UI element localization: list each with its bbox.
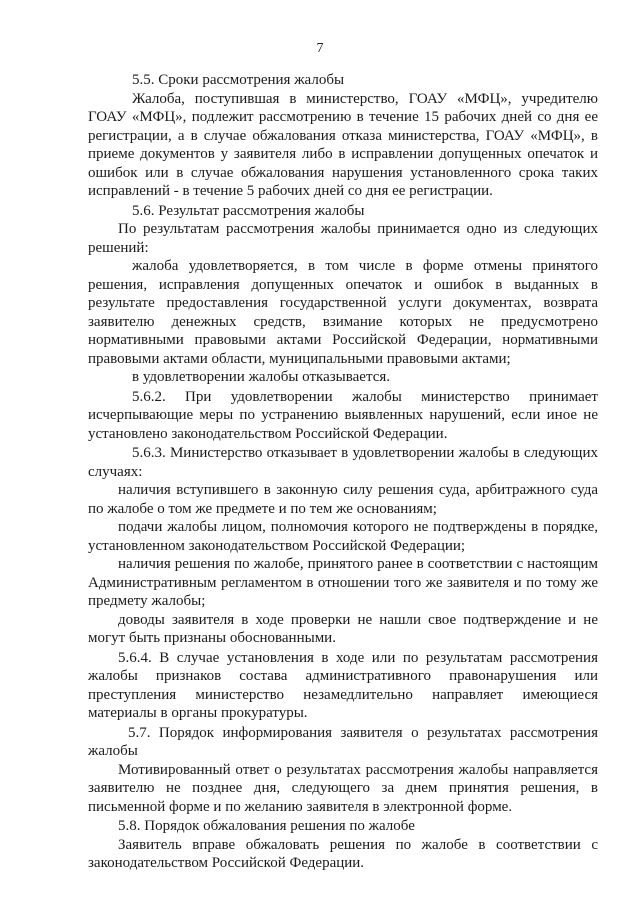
list-item: в удовлетворении жалобы отказывается. [132, 369, 390, 385]
list-item: доводы заявителя в ходе проверки не нашли свое подтверждение и не могут быть признаны обоснованными. [88, 611, 598, 646]
paragraph: Мотивированный ответ о результатах рассмотрения жалобы направляется заявителю не позднее дня, следующего за днем принятия решения, в письменной форме и по желанию заявителя в электронной форме. [88, 761, 598, 815]
paragraph: Жалоба, поступившая в министерство, ГОАУ «МФЦ», учредителю ГОАУ «МФЦ», подлежит рассмотрению в течение 15 рабочих дней со дня ее регистрации, а в случае обжалования отказа министерства, ГОАУ «МФЦ», в приеме документов у заявителя либо в исправлении допущенных опечаток и ошибок или в случае обжалования нарушения установленного срока таких исправлений - в течение 5 рабочих дней со дня ее регистрации. [88, 90, 598, 199]
list-item: жалоба удовлетворяется, в том числе в форме отмены принятого решения, исправления допущенных опечаток и ошибок в выданных в результате предоставления государственной услуги документах, возврата заявителю денежных средств, взимание которых не предусмотрено нормативными правовыми актами Российской Федерации, нормативными правовыми актами области, муниципальными правовыми актами; [88, 258, 598, 367]
document-body [88, 70, 598, 873]
paragraph: По результатам рассмотрения жалобы принимается одно из следующих решений: [88, 221, 598, 256]
list-item: подачи жалобы лицом, полномочия которого не подтверждены в порядке, установленном законодательством Российской Федерации; [88, 519, 598, 554]
paragraph-5-6-2: 5.6.2. При удовлетворении жалобы министерство принимает исчерпывающие меры по устранению выявленных нарушений, если иное не установлено законодательством Российской Федерации. [88, 388, 598, 442]
section-heading-5-5: 5.5. Сроки рассмотрения жалобы [132, 72, 345, 88]
paragraph-5-6-3: 5.6.3. Министерство отказывает в удовлетворении жалобы в следующих случаях: [88, 445, 598, 480]
list-item: наличия решения по жалобе, принятого ранее в соответствии с настоящим Административным регламентом в отношении того же заявителя и по тому же предмету жалобы; [88, 556, 598, 609]
section-heading-5-7: 5.7. Порядок информирования заявителя о результатах рассмотрения жалобы [88, 724, 598, 759]
section-heading-5-8: 5.8. Порядок обжалования решения по жалобе [118, 818, 415, 834]
paragraph: Заявитель вправе обжаловать решения по жалобе в соответствии с законодательством Российской Федерации. [88, 836, 598, 871]
paragraph-5-6-4: 5.6.4. В случае установления в ходе или по результатам рассмотрения жалобы признаков состава административного правонарушения или преступления министерство незамедлительно направляет имеющиеся материалы в органы прокуратуры. [88, 649, 598, 721]
section-heading-5-6: 5.6. Результат рассмотрения жалобы [132, 202, 365, 219]
page-number: 7 [316, 41, 324, 56]
list-item: наличия вступившего в законную силу решения суда, арбитражного суда по жалобе о том же предмете и по тем же основаниям; [88, 482, 598, 517]
